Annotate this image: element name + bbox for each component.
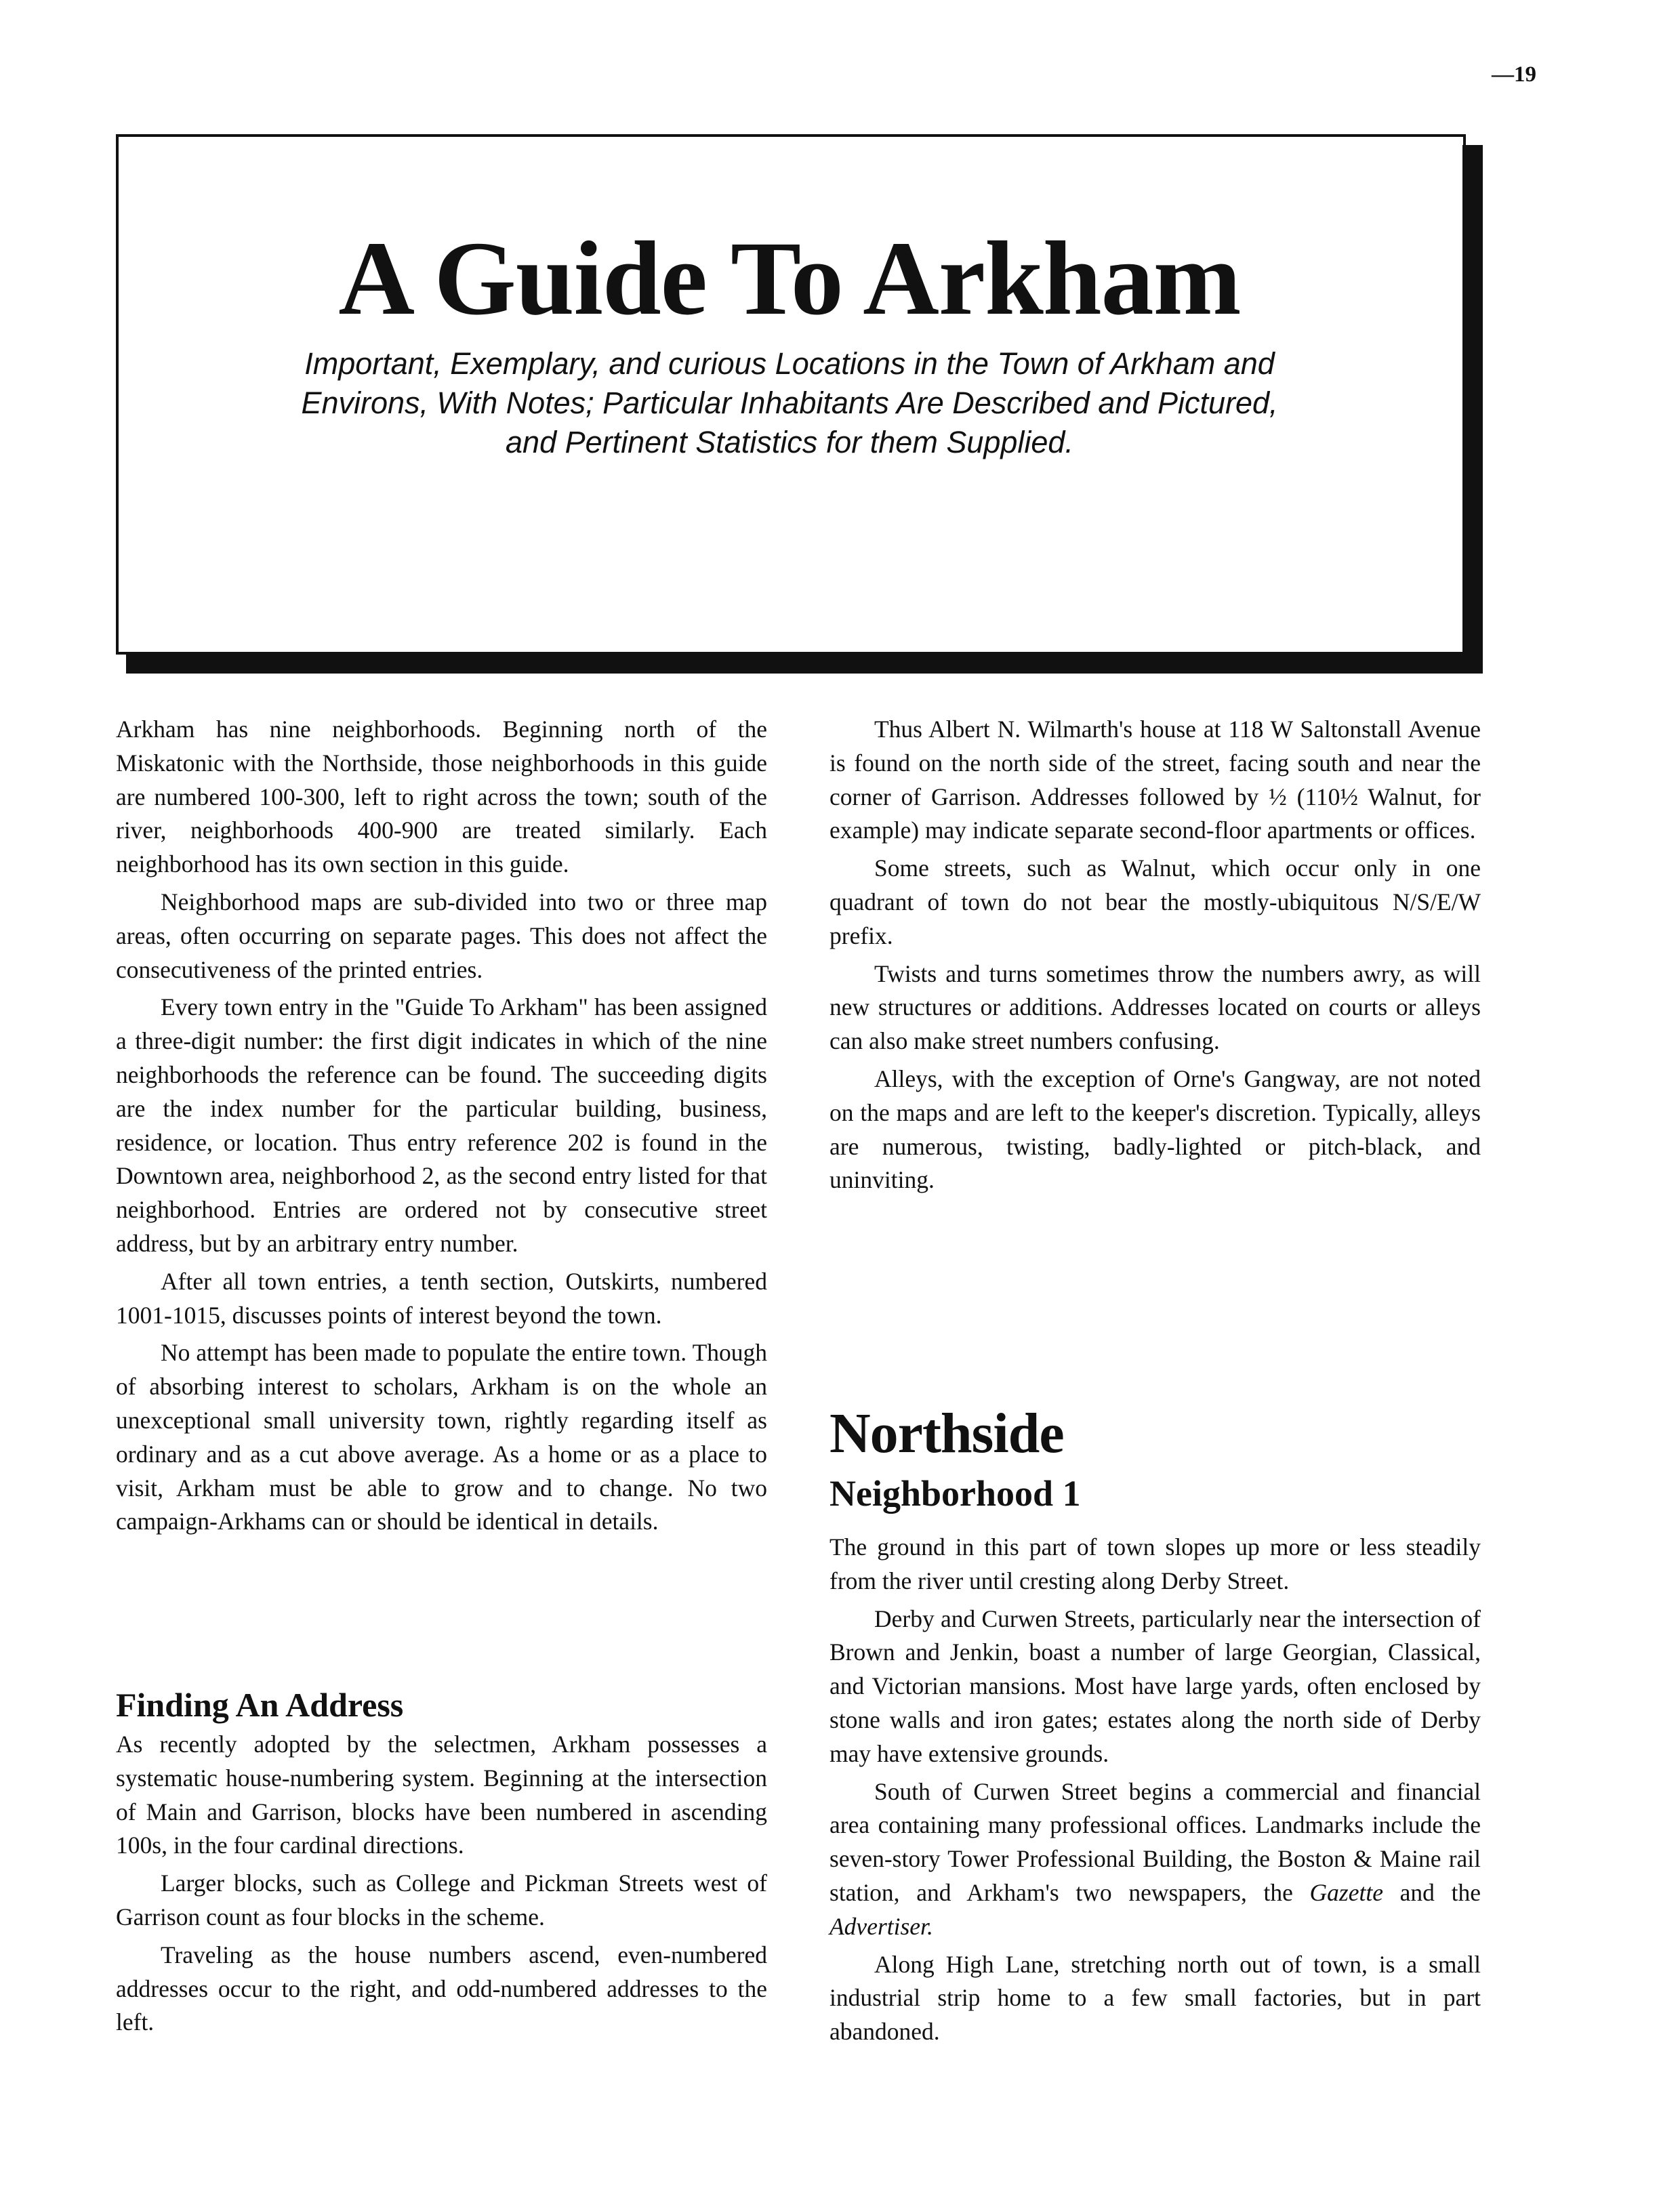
paragraph: Some streets, such as Walnut, which occur only in one quadrant of town do not bear the mostly-ubiquitous N/S/E/W prefix. <box>829 854 1481 949</box>
subtitle-line-1: Important, Exemplary, and curious Locations in the Town of Arkham and <box>304 346 1275 381</box>
subheading-neighborhood-1: Neighborhood 1 <box>829 1473 1081 1514</box>
paragraph: Neighborhood maps are sub-divided into two or three map areas, often occurring on separate pages. This does not affect the consecutiveness of the printed entries. <box>116 888 767 983</box>
left-column-intro <box>116 713 767 1543</box>
paragraph: As recently adopted by the selectmen, Arkham possesses a systematic house-numbering system. Beginning at the intersection of Main and Garrison, blocks have been numbered in ascending 100s, in the four cardinal directions. <box>116 1731 767 1859</box>
paragraph-south-of-curwen <box>829 1775 1481 1944</box>
text-run: South of Curwen Street begins a commercial and financial area containing many professional offices. Landmarks include the seven-story Tower Professional Building, the Boston & Maine rail station, and Arkham's two newspapers, the <box>829 1777 1481 1906</box>
main-title: A Guide To Arkham <box>338 220 1241 337</box>
newspaper-advertiser: Advertiser. <box>829 1912 933 1940</box>
title-box-shadow-bottom <box>126 652 1483 674</box>
paragraph: Along High Lane, stretching north out of town, is a small industrial strip home to a few small factories, but in part abandoned. <box>829 1950 1481 2046</box>
paragraph: After all town entries, a tenth section, Outskirts, numbered 1001-1015, discusses points of interest beyond the town. <box>116 1267 767 1329</box>
paragraph: The ground in this part of town slopes up more or less steadily from the river until cresting along Derby Street. <box>829 1533 1481 1594</box>
paragraph: No attempt has been made to populate the entire town. Though of absorbing interest to scholars, Arkham is on the whole an unexceptional small university town, rightly regarding itself as ordinary and as a cut above average. As a home or as a place to visit, Arkham must be able to grow and to change. No two campaign-Arkhams can or should be identical in details. <box>116 1339 767 1535</box>
title-box-shadow-right <box>1462 145 1483 674</box>
right-column-northside <box>829 1531 1481 2053</box>
paragraph: Every town entry in the "Guide To Arkham" has been assigned a three-digit number: the first digit indicates in which of the nine neighborhoods the reference can be found. The succeeding digits are the index number for the particular building, business, residence, or location. Thus entry reference 202 is found in the Downtown area, neighborhood 2, as the second entry listed for that neighborhood. Entries are ordered not by consecutive street address, but by an arbitrary entry number. <box>116 993 767 1257</box>
paragraph: Traveling as the house numbers ascend, even-numbered addresses occur to the right, and odd-numbered addresses to the left. <box>116 1941 767 2036</box>
text-run: and the <box>1383 1878 1481 1906</box>
paragraph: Alleys, with the exception of Orne's Gangway, are not noted on the maps and are left to the keeper's discretion. Typically, alleys are numerous, twisting, badly-lighted or pitch-black, and uninviting. <box>829 1065 1481 1194</box>
paragraph: Twists and turns sometimes throw the numbers awry, as will new structures or additions. Addresses located on courts or alleys can also make street numbers confusing. <box>829 959 1481 1055</box>
page-number: —19 <box>1492 62 1536 87</box>
right-column-address <box>829 713 1481 1201</box>
paragraph: Thus Albert N. Wilmarth's house at 118 W Saltonstall Avenue is found on the north side of the street, facing south and near the corner of Garrison. Addresses followed by ½ (110½ Walnut, for example) may indicate separate second-floor apartments or offices. <box>829 716 1481 844</box>
newspaper-gazette: Gazette <box>1309 1878 1383 1906</box>
subtitle <box>197 344 1382 462</box>
paragraph: Derby and Curwen Streets, particularly near the intersection of Brown and Jenkin, boast a number of large Georgian, Classical, and Victorian mansions. Most have large yards, often enclosed by stone walls and iron gates; estates along the north side of Derby may have extensive grounds. <box>829 1605 1481 1767</box>
subtitle-line-3: and Pertinent Statistics for them Supplied. <box>506 425 1073 459</box>
section-heading-finding-an-address: Finding An Address <box>116 1686 404 1724</box>
subtitle-line-2: Environs, With Notes; Particular Inhabitants Are Described and Pictured, <box>301 386 1278 420</box>
paragraph: Larger blocks, such as College and Pickman Streets west of Garrison count as four blocks in the scheme. <box>116 1869 767 1930</box>
left-column-finding <box>116 1728 767 2044</box>
paragraph: Arkham has nine neighborhoods. Beginning north of the Miskatonic with the Northside, those neighborhoods in this guide are numbered 100-300, left to right across the town; south of the river, neighborhoods 400-900 are treated similarly. Each neighborhood has its own section in this guide. <box>116 716 767 878</box>
section-heading-northside: Northside <box>829 1402 1064 1465</box>
